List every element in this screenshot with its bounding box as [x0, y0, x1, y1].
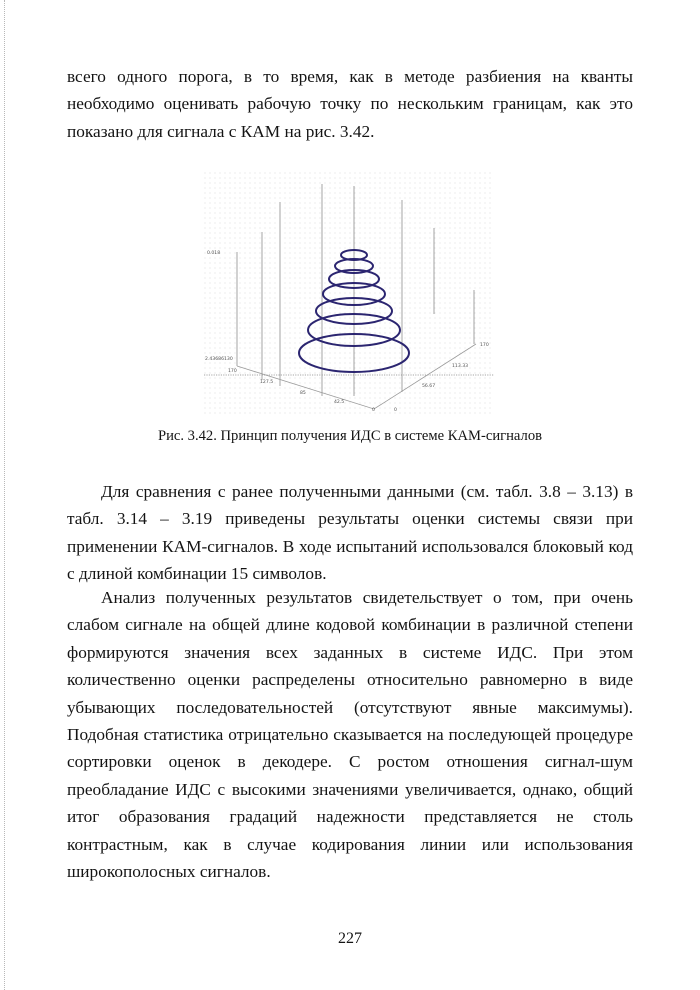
left-axis-label-0: 170 [228, 369, 237, 374]
paragraph-analysis: Анализ полученных результатов свидетельствует о том, при очень слабом сигнале на общей длине кодовой комбинации в различной степени формируются значения всех заданных в системе ИДС. При этом количественно оценки распределены относительно равномерно в виде убывающих последовательностей (отсутствуют явные максимумы). Подобная статистика отрицательно сказывается на последующей процедуре сортировки оценок в декодере. С ростом отношения сигнал-шум преобладание ИДС с высокими значениями увеличивается, однако, общий итог образования градаций надежности представляется не столь контрастным, как в случае кодирования линии или использования широкополосных сигналов. [67, 588, 633, 882]
right-axis-label-3: 170 [480, 343, 489, 348]
figure-caption: Рис. 3.42. Принцип получения ИДС в системе КАМ-сигналов [157, 428, 543, 444]
left-axis-label-4: 0 [372, 408, 375, 413]
right-axis-label-0: 0 [394, 408, 397, 413]
page-edge-border [4, 0, 5, 990]
z-bottom-label: 2.43686130 [205, 357, 233, 362]
ids-qam-plot [204, 172, 494, 416]
figure-3-42 [204, 172, 494, 416]
page-number: 227 [338, 930, 362, 947]
plot-background [204, 172, 494, 416]
left-axis-label-2: 85 [300, 391, 306, 396]
z-top-label: 0.018 [207, 251, 221, 256]
left-axis-label-3: 42.5 [334, 400, 345, 405]
left-axis-label-1: 127.5 [260, 380, 274, 385]
paragraph-intro: всего одного порога, в то время, как в методе разбиения на кванты необходимо оценивать рабочую точку по нескольким границам, как это показано для сигнала с КАМ на рис. 3.42. [67, 67, 633, 141]
right-axis-label-1: 56.67 [422, 384, 436, 389]
paragraph-comparison: Для сравнения с ранее полученными данными (см. табл. 3.8 – 3.13) в табл. 3.14 – 3.19 приведены результаты оценки системы связи при применении КАМ-сигналов. В ходе испытаний использовался блоковый код с длиной комбинации 15 символов. [67, 482, 633, 584]
right-axis-label-2: 113.33 [452, 364, 469, 369]
